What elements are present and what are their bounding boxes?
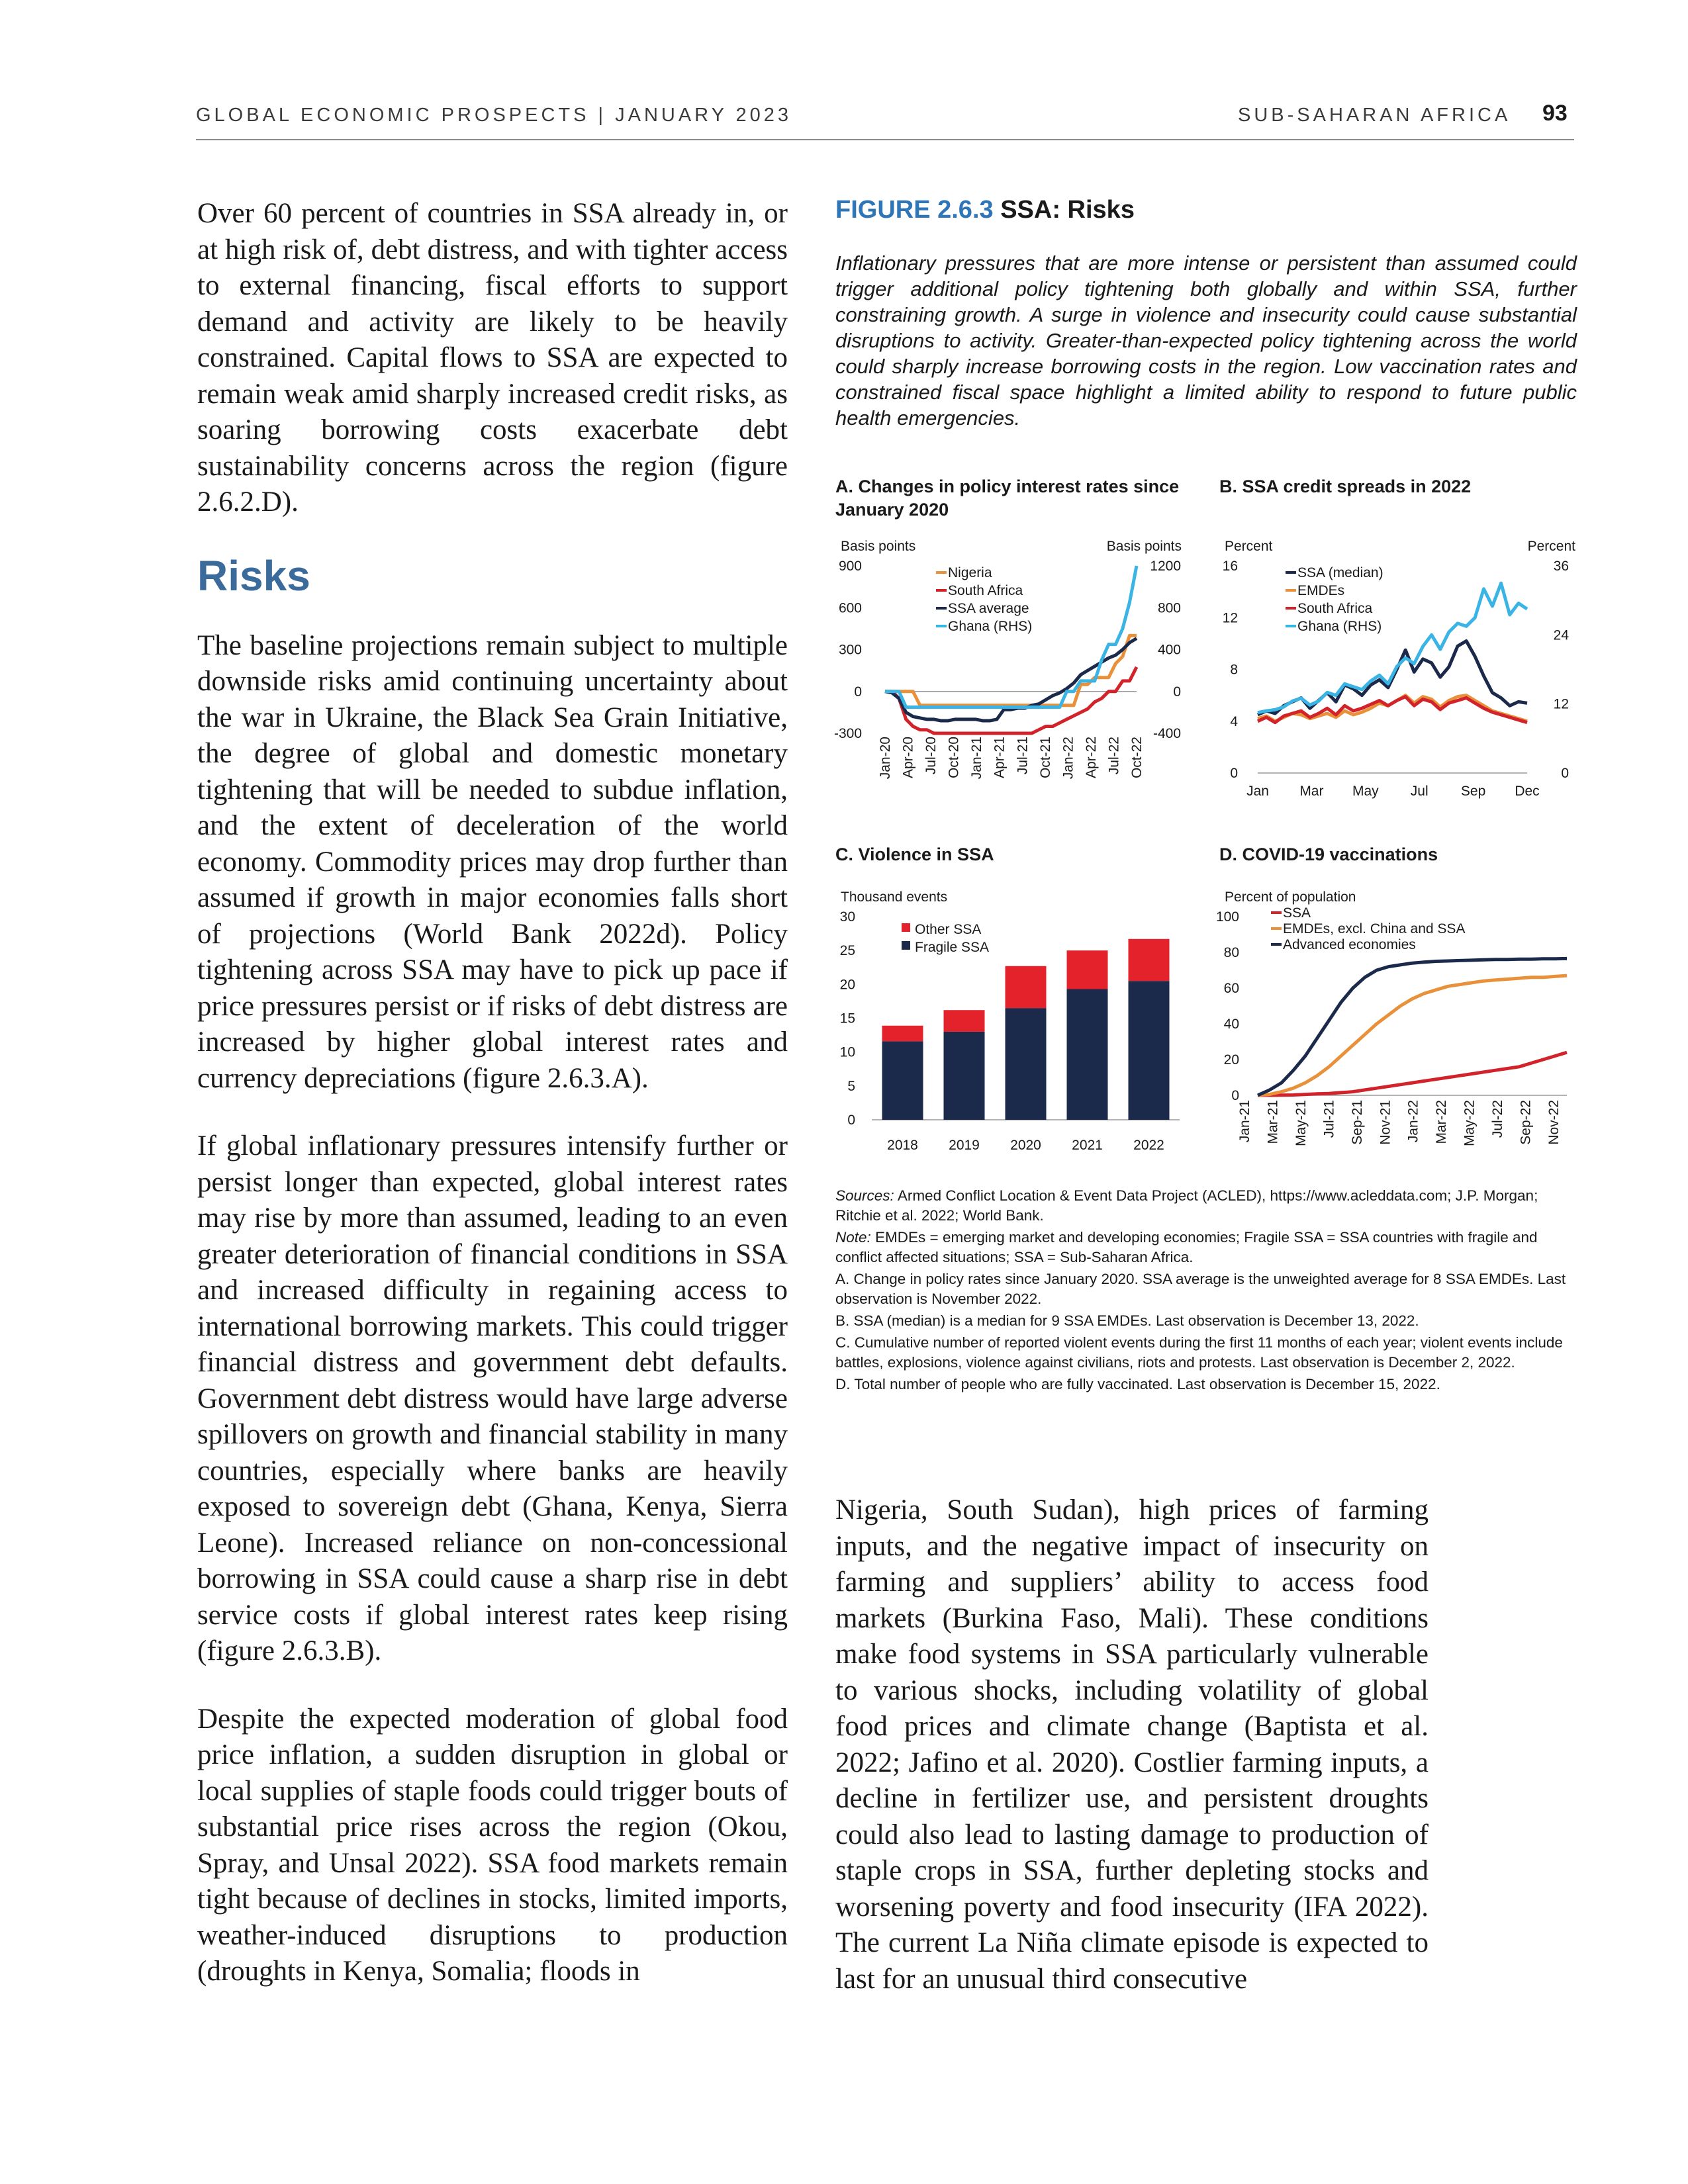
x-tick-label: Jan-21: [1237, 1100, 1252, 1143]
y-tick: 60: [1223, 981, 1239, 996]
header-divider: [196, 139, 1574, 140]
x-tick-label: May-21: [1293, 1100, 1309, 1147]
bar-other-ssa: [944, 1010, 985, 1032]
body-paragraph: Despite the expected moderation of global food price inflation, a sudden disruption in global or local supplies of staple foods could trigger bouts of substantial price rises across the region (Okou, Spray, and Unsal 2022). SSA food markets remain tight because of declines in stocks, limited imports, weather-induced disruptions to production (droughts in Kenya, Somalia; floods in: [197, 1703, 788, 1987]
chart-a: [835, 536, 1206, 807]
legend-swatch: [902, 923, 910, 932]
y-tick-right: 12: [1553, 696, 1569, 712]
x-tick-label: May-22: [1462, 1100, 1477, 1147]
figure-number: FIGURE 2.6.3: [835, 196, 994, 224]
running-header-title: GLOBAL ECONOMIC PROSPECTS | JANUARY 2023: [196, 105, 792, 126]
x-tick-label: Jul-21: [1321, 1100, 1337, 1138]
y-tick-left: 8: [1230, 662, 1238, 678]
figure-notes: [835, 1186, 1577, 1396]
legend-label: Nigeria: [948, 565, 992, 580]
x-tick-label: Mar-21: [1265, 1100, 1281, 1144]
sources-label: Sources:: [835, 1187, 894, 1204]
axis-label-right: Basis points: [1106, 539, 1182, 554]
legend-label: EMDEs: [1297, 583, 1345, 598]
x-tick-label: Mar-22: [1434, 1100, 1450, 1144]
y-tick: 25: [839, 943, 855, 959]
y-tick-right: -400: [1152, 726, 1181, 741]
y-tick-left: 900: [838, 559, 862, 574]
y-tick-right: 800: [1157, 600, 1181, 616]
legend-label: SSA average: [948, 601, 1029, 616]
y-tick-left: 0: [854, 684, 862, 700]
y-tick: 20: [839, 977, 855, 993]
y-tick-left: 300: [838, 642, 862, 658]
x-tick-label: Apr-22: [1083, 737, 1099, 779]
x-tick-label: Dec: [1515, 784, 1540, 799]
x-tick-label: 2018: [887, 1138, 918, 1153]
y-tick-left: -300: [833, 726, 862, 741]
y-tick: 100: [1215, 909, 1239, 925]
figure-caption: Inflationary pressures that are more intense or persistent than assumed could trigger additional policy tightening both globally and within SSA, further constraining growth. A surge in violence and insecurity could cause substantial disruptions to activity. Greater-than-expected policy tightening across the world could sharply increase borrowing costs in the region. Low vaccination rates and constrained fiscal space highlight a limited ability to respond to future public health emergencies.: [835, 251, 1577, 430]
note-a: A. Change in policy rates since January 2020. SSA average is the unweighted average for 8 SSA EMDEs. Last observation is November 2022.: [835, 1271, 1566, 1307]
y-tick: 10: [839, 1044, 855, 1060]
bar-other-ssa: [882, 1026, 923, 1042]
note-d: D. Total number of people who are fully vaccinated. Last observation is December 15, 2022.: [835, 1376, 1440, 1392]
y-tick: 80: [1223, 945, 1239, 960]
axis-label: Thousand events: [841, 889, 948, 905]
y-tick: 5: [847, 1078, 855, 1094]
y-tick: 40: [1223, 1017, 1239, 1032]
legend-label: Other SSA: [915, 922, 982, 937]
chart-c: [835, 887, 1206, 1165]
bar-other-ssa: [1129, 939, 1170, 981]
y-tick-left: 12: [1222, 610, 1238, 626]
y-tick-right: 0: [1173, 684, 1181, 700]
note-c: C. Cumulative number of reported violent events during the first 11 months of each year; violent events include battles, explosions, violence against civilians, riots and protests. Last observation is December 2, 2022.: [835, 1334, 1563, 1371]
y-tick-left: 4: [1230, 713, 1238, 729]
x-tick-label: Nov-22: [1546, 1100, 1562, 1145]
legend-label: SSA: [1283, 905, 1311, 921]
bar-fragile-ssa: [882, 1041, 923, 1120]
x-tick-label: Jul-22: [1106, 737, 1122, 775]
sources-text: Armed Conflict Location & Event Data Project (ACLED), https://www.acleddata.com; J.P. Morgan; Ritchie et al. 2022; World Bank.: [835, 1187, 1538, 1224]
y-tick-left: 600: [838, 600, 862, 616]
x-tick-label: Sep-22: [1518, 1100, 1534, 1145]
panel-c-title: C. Violence in SSA: [835, 844, 994, 864]
x-tick-label: May: [1352, 784, 1379, 799]
x-tick-label: Jan-21: [969, 737, 985, 780]
legend-label: Fragile SSA: [915, 940, 990, 955]
y-tick-right: 1200: [1150, 559, 1181, 574]
legend-label: South Africa: [948, 583, 1023, 598]
x-tick-label: 2021: [1072, 1138, 1103, 1153]
y-tick: 20: [1223, 1052, 1239, 1068]
y-tick-right: 24: [1553, 627, 1569, 643]
right-column: [835, 1492, 1429, 1997]
x-tick-label: Jul: [1410, 784, 1429, 799]
sources-note: [835, 1186, 1577, 1226]
x-tick-label: Sep-21: [1349, 1100, 1365, 1145]
bar-other-ssa: [1006, 966, 1047, 1008]
general-note: [835, 1228, 1577, 1267]
left-column: [197, 196, 788, 2022]
legend-swatch: [902, 941, 910, 950]
panel-a-title: A. Changes in policy interest rates since January 2020: [835, 477, 1180, 520]
body-paragraph: Over 60 percent of countries in SSA already in, or at high risk of, debt distress, and with tighter access to external financing, fiscal efforts to support demand and activity are likely to be heavily constrained. Capital flows to SSA are expected to remain weak amid sharply increased credit risks, as soaring borrowing costs exacerbate debt sustainability concerns across the region (figure 2.6.2.D).: [197, 198, 788, 518]
y-tick: 30: [839, 909, 855, 925]
chart-b: [1219, 536, 1590, 807]
legend-label: Ghana (RHS): [948, 619, 1033, 634]
x-tick-label: 2019: [949, 1138, 980, 1153]
legend-label: EMDEs, excl. China and SSA: [1283, 921, 1466, 936]
x-tick-label: Jul-22: [1490, 1100, 1506, 1138]
panel-d-title: D. COVID-19 vaccinations: [1219, 844, 1438, 864]
panel-b-title: B. SSA credit spreads in 2022: [1219, 477, 1472, 496]
section-heading: Risks: [197, 551, 310, 600]
legend-label: Advanced economies: [1283, 937, 1416, 952]
body-paragraph: Nigeria, South Sudan), high prices of farming inputs, and the negative impact of insecurity on farming and suppliers’ ability to access food markets (Burkina Faso, Mali). These conditions make food systems in SSA particularly vulnerable to various shocks, including volatility of global food prices and climate change (Baptista et al. 2022; Jafino et al. 2020). Costlier farming inputs, a decline in fertilizer use, and persistent droughts could also lead to lasting damage to production of staple crops in SSA, further depleting stocks and worsening poverty and food insecurity (IFA 2022). The current La Niña climate episode is expected to last for an unusual third consecutive: [835, 1494, 1429, 1995]
x-tick-label: Jan-20: [878, 737, 893, 780]
legend-label: SSA (median): [1297, 565, 1383, 580]
x-tick-label: Sep: [1460, 784, 1486, 799]
x-tick-label: Nov-21: [1378, 1100, 1393, 1145]
x-tick-label: Apr-21: [992, 737, 1008, 779]
x-tick-label: Oct-22: [1129, 737, 1145, 779]
running-header-section: SUB-SAHARAN AFRICA: [1238, 105, 1511, 126]
legend-label: South Africa: [1297, 601, 1373, 616]
body-paragraph: If global inflationary pressures intensify further or persist longer than expected, global interest rates may rise by more than assumed, leading to an even greater deterioration of financial conditions in SSA and increased difficulty in regaining access to international borrowing markets. This could trigger financial distress and government debt defaults. Government debt distress would have large adverse spillovers on growth and financial stability in many countries, especially where banks are heavily exposed to sovereign debt (Ghana, Kenya, Sierra Leone). Increased reliance on non-concessional borrowing in SSA could cause a sharp rise in debt service costs if global interest rates keep rising (figure 2.6.3.B).: [197, 1130, 788, 1666]
bar-other-ssa: [1067, 950, 1108, 989]
bar-fragile-ssa: [1006, 1008, 1047, 1120]
legend-label: Ghana (RHS): [1297, 619, 1382, 634]
bar-fragile-ssa: [1129, 981, 1170, 1120]
x-tick-label: Jul-20: [923, 737, 939, 775]
x-tick-label: Jan: [1246, 784, 1269, 799]
y-tick-left: 0: [1230, 766, 1238, 781]
y-tick: 0: [847, 1113, 855, 1128]
x-tick-label: Apr-20: [900, 737, 916, 779]
x-tick-label: Jan-22: [1405, 1100, 1421, 1143]
x-tick-label: Oct-20: [946, 737, 962, 779]
bar-fragile-ssa: [944, 1032, 985, 1120]
y-tick: 15: [839, 1011, 855, 1026]
bar-fragile-ssa: [1067, 989, 1108, 1120]
note-b: B. SSA (median) is a median for 9 SSA EMDEs. Last observation is December 13, 2022.: [835, 1312, 1419, 1329]
note-label: Note:: [835, 1229, 871, 1246]
figure-title-text: SSA: Risks: [1000, 196, 1135, 224]
y-tick-right: 400: [1157, 642, 1181, 658]
series-line-emdes-excl-china-and-ssa: [1258, 976, 1567, 1095]
axis-label: Percent of population: [1225, 889, 1356, 905]
figure-title: [835, 196, 1135, 224]
body-paragraph: The baseline projections remain subject to multiple downside risks amid continuing uncertainty about the war in Ukraine, the Black Sea Grain Initiative, the degree of global and domestic monetary tightening that will be needed to subdue inflation, and the extent of deceleration of the world economy. Commodity prices may drop further than assumed if growth in major economies falls short of projections (World Bank 2022d). Policy tightening across SSA may have to pick up pace if price pressures persist or if risks of debt distress are increased by higher global interest rates and currency depreciations (figure 2.6.3.A).: [197, 629, 788, 1094]
y-tick-left: 16: [1222, 559, 1238, 574]
x-tick-label: Jan-22: [1060, 737, 1076, 780]
x-tick-label: Mar: [1299, 784, 1324, 799]
note-text: EMDEs = emerging market and developing economies; Fragile SSA = SSA countries with fragile and conflict affected situations; SSA = Sub-Saharan Africa.: [835, 1229, 1538, 1265]
y-tick-right: 36: [1553, 559, 1569, 574]
page-number: 93: [1542, 101, 1568, 126]
y-tick-right: 0: [1561, 766, 1569, 781]
x-tick-label: Oct-21: [1037, 737, 1053, 779]
x-tick-label: Jul-21: [1015, 737, 1031, 775]
chart-d: [1215, 887, 1590, 1165]
x-tick-label: 2020: [1010, 1138, 1041, 1153]
x-tick-label: 2022: [1133, 1138, 1164, 1153]
axis-label-right: Percent: [1527, 539, 1575, 554]
axis-label-left: Percent: [1225, 539, 1273, 554]
axis-label-left: Basis points: [841, 539, 916, 554]
y-tick: 0: [1231, 1088, 1239, 1103]
